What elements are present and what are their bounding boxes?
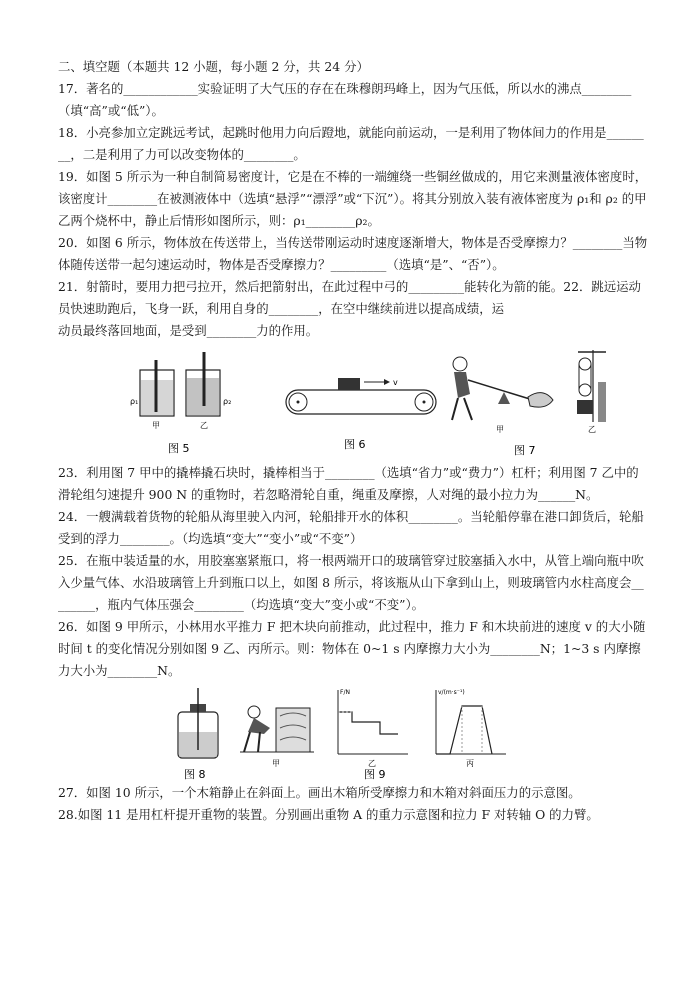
fig5-beaker-yi — [186, 352, 220, 416]
question-28: 28.如图 11 是用杠杆提开重物的装置。分别画出重物 A 的重力示意图和拉力 F 对转轴 O 的力臂。 — [58, 807, 599, 822]
fig6-v-label: v — [393, 378, 398, 387]
fig9-v-label: v/(m·s⁻¹) — [438, 689, 465, 696]
fig7-yi-label: 乙 — [588, 425, 596, 434]
fig9-jia-push — [240, 706, 314, 752]
question-20: 20．如图 6 所示，物体放在传送带上，当传送带刚运动时速度逐渐增大，物体是否受摩擦力？________当物体随传送带一起匀速运动时，物体是否受摩擦力？_________（选填“是”、“否”）。 — [58, 235, 648, 272]
fig9-bing-graph — [436, 690, 506, 754]
fig9-jia-label: 甲 — [272, 759, 280, 768]
fig9-F-label: F/N — [340, 689, 350, 696]
fig5-rho2-label: ρ₂ — [223, 397, 232, 406]
fig7-caption: 图 7 — [514, 444, 536, 457]
question-23: 23．利用图 7 甲中的撬棒撬石块时，撬棒相当于________（选填“省力”或“费力”）杠杆；利用图 7 乙中的滑轮组匀速提升 900 N 的重物时，若忽略滑轮自重，绳重及摩擦，人对绳的最小拉力为______N。 — [58, 465, 639, 502]
fig7-pulley-system — [577, 350, 606, 422]
fig8-bottle — [178, 688, 218, 758]
fig6-caption: 图 6 — [344, 438, 366, 451]
question-18: 18．小亮参加立定跳远考试，起跳时他用力向后蹬地，就能向前运动，一是利用了物体间力的作用是________，二是利用了力可以改变物体的________。 — [58, 125, 644, 162]
question-21-22: 21．射箭时，要用力把弓拉开，然后把箭射出，在此过程中弓的_________能转化为箭的能。22．跳远运动员快速助跑后，飞身一跃，利用自身的________，在空中继续前进以提高成绩，运 — [58, 279, 641, 316]
fig8-caption: 图 8 — [184, 768, 206, 781]
fig9-yi-label: 乙 — [368, 759, 376, 768]
figures-8-9-drawing — [58, 682, 648, 782]
figures-8-9 — [58, 682, 648, 782]
fig5-jia-label: 甲 — [152, 421, 160, 430]
fig7-jia-label: 甲 — [496, 425, 504, 434]
fig5-beaker-jia — [140, 360, 174, 416]
question-27: 27．如图 10 所示，一个木箱静止在斜面上。画出木箱所受摩擦力和木箱对斜面压力的示意图。 — [58, 785, 581, 800]
fig9-yi-graph — [338, 690, 408, 754]
document-page — [58, 56, 648, 826]
question-25: 25．在瓶中装适量的水，用胶塞塞紧瓶口，将一根两端开口的玻璃管穿过胶塞插入水中，从管上端向瓶中吹入少量气体、水沿玻璃管上升到瓶口以上，如图 8 所示，将该瓶从山下拿到山上，则玻璃管内水柱高度会________，瓶内气体压强会________（均选填“变大”变小或“不变”）。 — [58, 553, 644, 612]
fig5-yi-label: 乙 — [200, 421, 208, 430]
question-19: 19．如图 5 所示为一种自制简易密度计，它是在不棒的一端缠绕一些铜丝做成的，用它来测量液体密度时，该密度计________在被测液体中（选填“悬浮”“漂浮”或“下沉”）。将其分别放入装有液体密度为 ρ₁和 ρ₂ 的甲乙两个烧杯中，静止后情形如图所示，则：ρ₁________ρ₂。 — [58, 169, 648, 228]
fig6-conveyor — [286, 378, 436, 414]
fig5-rho1-label: ρ₁ — [130, 397, 139, 406]
question-17: 17．著名的____________实验证明了大气压的存在在珠穆朗玛峰上，因为气压低，所以水的沸点________（填“高”或“低”）。 — [58, 81, 632, 118]
figures-5-6-7-drawing — [58, 342, 648, 462]
question-24: 24．一艘满载着货物的轮船从海里驶入内河，轮船排开水的体积________。当轮船停靠在港口卸货后，轮船受到的浮力________。（均选填“变大”“变小”或“不变”） — [58, 509, 644, 546]
figures-5-6-7 — [58, 342, 648, 462]
fig7-lever-person — [452, 357, 553, 420]
question-26: 26．如图 9 甲所示，小林用水平推力 F 把木块向前推动，此过程中，推力 F 和木块前进的速度 v 的大小随时间 t 的变化情况分别如图 9 乙、丙所示。则：物体在 0~1 s 内摩擦力大小为________N；1~3 s 内摩擦力大小为________N。 — [58, 619, 646, 678]
fig9-caption: 图 9 — [364, 768, 386, 781]
section-heading: 二、填空题（本题共 12 小题，每小题 2 分，共 24 分） — [58, 59, 369, 74]
fig9-bing-label: 丙 — [466, 759, 474, 768]
question-22-tail: 动员最终落回地面，是受到________力的作用。 — [58, 323, 319, 338]
fig5-caption: 图 5 — [168, 442, 190, 455]
